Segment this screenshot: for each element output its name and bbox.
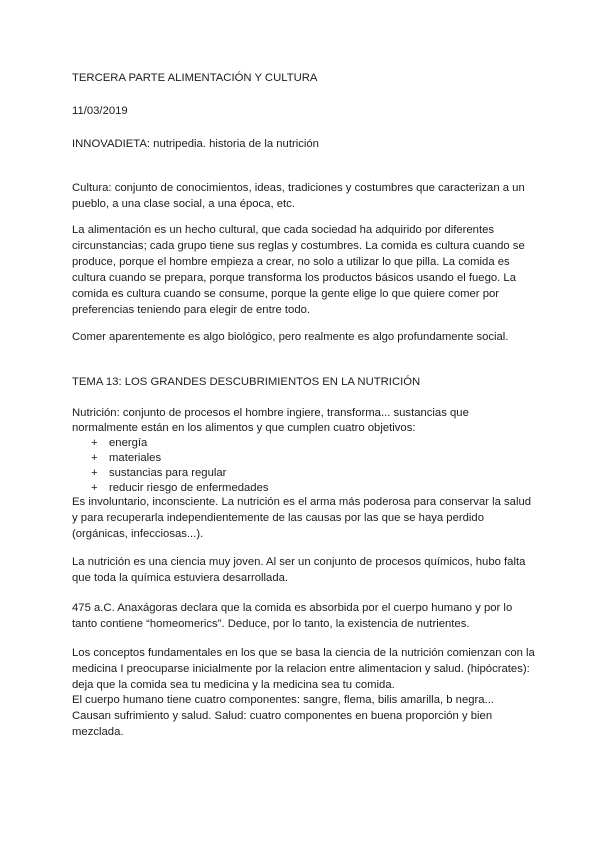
paragraph-line: mezclada. xyxy=(72,726,124,738)
paragraph-line: preferencias teniendo para elegir de entre todo. xyxy=(72,304,311,316)
paragraph-line: circunstancias; cada grupo tiene sus reglas y costumbres. La comida es cultura cuando se xyxy=(72,240,525,252)
list-item: energía xyxy=(109,437,148,449)
paragraph-line: Es involuntario, inconsciente. La nutrición es el arma más poderosa para conservar la salud xyxy=(72,496,532,508)
paragraph-line: 475 a.C. Anaxágoras declara que la comida es absorbida por el cuerpo humano y por lo xyxy=(72,602,513,614)
bullet-plus: + xyxy=(91,452,98,464)
paragraph-line: que toda la química estuviera desarrollada. xyxy=(72,572,289,584)
paragraph-line: La alimentación es un hecho cultural, que cada sociedad ha adquirido por diferentes xyxy=(72,224,495,236)
paragraph-line: pueblo, a una clase social, a una época, etc. xyxy=(72,198,295,210)
paragraph-line: deja que la comida sea tu medicina y la medicina sea tu comida. xyxy=(72,679,395,691)
paragraph-line: medicina I preocuparse inicialmente por la relacion entre alimentacion y salud. (hipócrates): xyxy=(72,663,530,675)
paragraph-line: Los conceptos fundamentales en los que se basa la ciencia de la nutrición comienzan con la xyxy=(72,647,535,659)
paragraph-line: Comer aparentemente es algo biológico, pero realmente es algo profundamente social. xyxy=(72,331,509,343)
paragraph-line: tanto contiene “homeomerics”. Deduce, por lo tanto, la existencia de nutrientes. xyxy=(72,618,470,630)
paragraph-line: (orgánicas, infecciosas...). xyxy=(72,528,204,540)
paragraph-line: cultura cuando se prepara, porque transforma los productos básicos usando el fuego. La xyxy=(72,272,516,284)
list-item: sustancias para regular xyxy=(109,467,227,479)
paragraph-line: Nutrición: conjunto de procesos el hombre ingiere, transforma... sustancias que xyxy=(72,407,469,419)
bullet-plus: + xyxy=(91,482,98,494)
document-date: 11/03/2019 xyxy=(72,105,128,117)
list-item: materiales xyxy=(109,452,162,464)
paragraph-line: Causan sufrimiento y salud. Salud: cuatro componentes en buena proporción y bien xyxy=(72,710,493,722)
paragraph-line: La nutrición es una ciencia muy joven. Al ser un conjunto de procesos químicos, hubo falta xyxy=(72,556,526,568)
innovadieta-line: INNOVADIETA: nutripedia. historia de la nutrición xyxy=(72,138,319,150)
paragraph-line: Cultura: conjunto de conocimientos, ideas, tradiciones y costumbres que caracterizan a un xyxy=(72,182,525,194)
document-heading: TERCERA PARTE ALIMENTACIÓN Y CULTURA xyxy=(72,72,318,84)
paragraph-line: y para recuperarla independientemente de las causas por las que se haya perdido xyxy=(72,512,484,524)
paragraph-line: El cuerpo humano tiene cuatro componentes: sangre, flema, bilis amarilla, b negra... xyxy=(72,694,494,706)
bullet-plus: + xyxy=(91,437,98,449)
paragraph-line: produce, porque el hombre empieza a crear, no solo a utilizar lo que pilla. La comida es xyxy=(72,256,510,268)
bullet-plus: + xyxy=(91,467,98,479)
paragraph-line: comida es cultura cuando se consume, porque la gente elige lo que quiere comer por xyxy=(72,288,500,300)
list-item: reducir riesgo de enfermedades xyxy=(109,482,269,494)
section-heading: TEMA 13: LOS GRANDES DESCUBRIMIENTOS EN LA NUTRICIÓN xyxy=(72,376,421,388)
paragraph-line: normalmente están en los alimentos y que cumplen cuatro objetivos: xyxy=(72,422,416,434)
